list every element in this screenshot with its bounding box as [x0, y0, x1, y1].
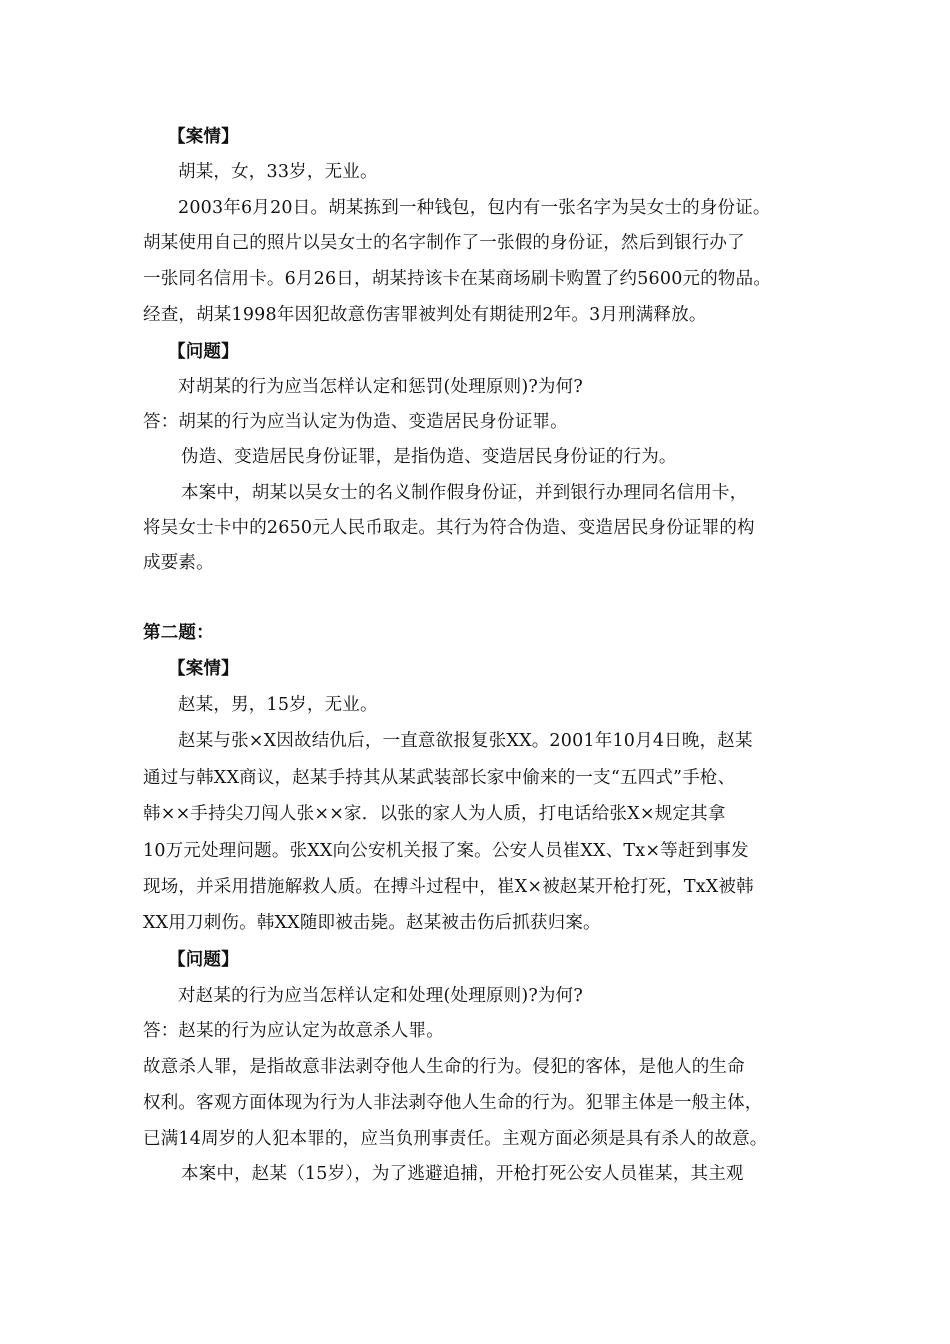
case2-definition-line: 已满14周岁的人犯本罪的，应当负刑事责任。主观方面必须是具有杀人的故意。 [143, 1129, 768, 1149]
case2-facts-line: 现场，并采用措施解救人质。在搏斗过程中，崔X×被赵某开枪打死，TxX被韩 [143, 877, 754, 897]
case1-person: 胡某，女，33岁，无业。 [178, 162, 378, 182]
case2-title: 第二题： [143, 623, 214, 643]
case1-definition: 伪造、变造居民身份证罪，是指伪造、变造居民身份证的行为。 [181, 447, 677, 467]
case2-facts-line: XX用刀刺伤。韩XX随即被击毙。赵某被击伤后抓获归案。 [143, 913, 601, 933]
case1-analysis-line: 本案中，胡某以吴女士的名义制作假身份证，并到银行办理同名信用卡， [181, 483, 748, 503]
case1-analysis-line: 将吴女士卡中的2650元人民币取走。其行为符合伪造、变造居民身份证罪的构 [143, 518, 755, 538]
case2-analysis: 本案中，赵某（15岁），为了逃避追捕，开枪打死公安人员崔某，其主观 [181, 1164, 744, 1184]
case2-facts-line: 韩××手持尖刀闯人张××家．以张的家人为人质，打电话给张X×规定其拿 [143, 804, 726, 824]
case2-answer: 答：赵某的行为应认定为故意杀人罪。 [143, 1021, 444, 1041]
case1-facts-line: 经查，胡某1998年因犯故意伤害罪被判处有期徒刑2年。3月刑满释放。 [143, 305, 707, 325]
case1-answer: 答：胡某的行为应当认定为伪造、变造居民身份证罪。 [143, 412, 568, 432]
case1-case-heading: 【案情】 [168, 127, 239, 147]
case2-question-heading: 【问题】 [168, 950, 239, 970]
case2-question: 对赵某的行为应当怎样认定和处理(处理原则)?为何? [178, 986, 583, 1006]
case1-question: 对胡某的行为应当怎样认定和惩罚(处理原则)?为何? [178, 377, 583, 397]
case2-facts-line: 通过与韩XX商议，赵某手持其从某武装部长家中偷来的一支“五四式”手枪、 [143, 768, 736, 788]
case1-facts-line: 一张同名信用卡。6月26日，胡某持该卡在某商场刷卡购置了约5600元的物品。 [143, 269, 772, 289]
case2-facts-line: 赵某与张×X因故结仇后，一直意欲报复张XX。2001年10月4日晚，赵某 [178, 731, 753, 751]
case2-case-heading: 【案情】 [168, 659, 239, 679]
case1-facts-line: 2003年6月20日。胡某拣到一种钱包，包内有一张名字为吴女士的身份证。 [178, 198, 771, 218]
case2-facts-line: 10万元处理问题。张XX向公安机关报了案。公安人员崔XX、Tx×等赶到事发 [143, 841, 749, 861]
case1-question-heading: 【问题】 [168, 342, 239, 362]
case1-facts-line: 胡某使用自己的照片以吴女士的名字制作了一张假的身份证，然后到银行办了 [143, 233, 745, 253]
case2-definition-line: 权利。客观方面体现为行为人非法剥夺他人生命的行为。犯罪主体是一般主体， [143, 1093, 763, 1113]
case2-definition-line: 故意杀人罪，是指故意非法剥夺他人生命的行为。侵犯的客体，是他人的生命 [143, 1057, 745, 1077]
case1-analysis-line: 成要素。 [143, 553, 214, 573]
case2-person: 赵某，男，15岁，无业。 [178, 695, 378, 715]
